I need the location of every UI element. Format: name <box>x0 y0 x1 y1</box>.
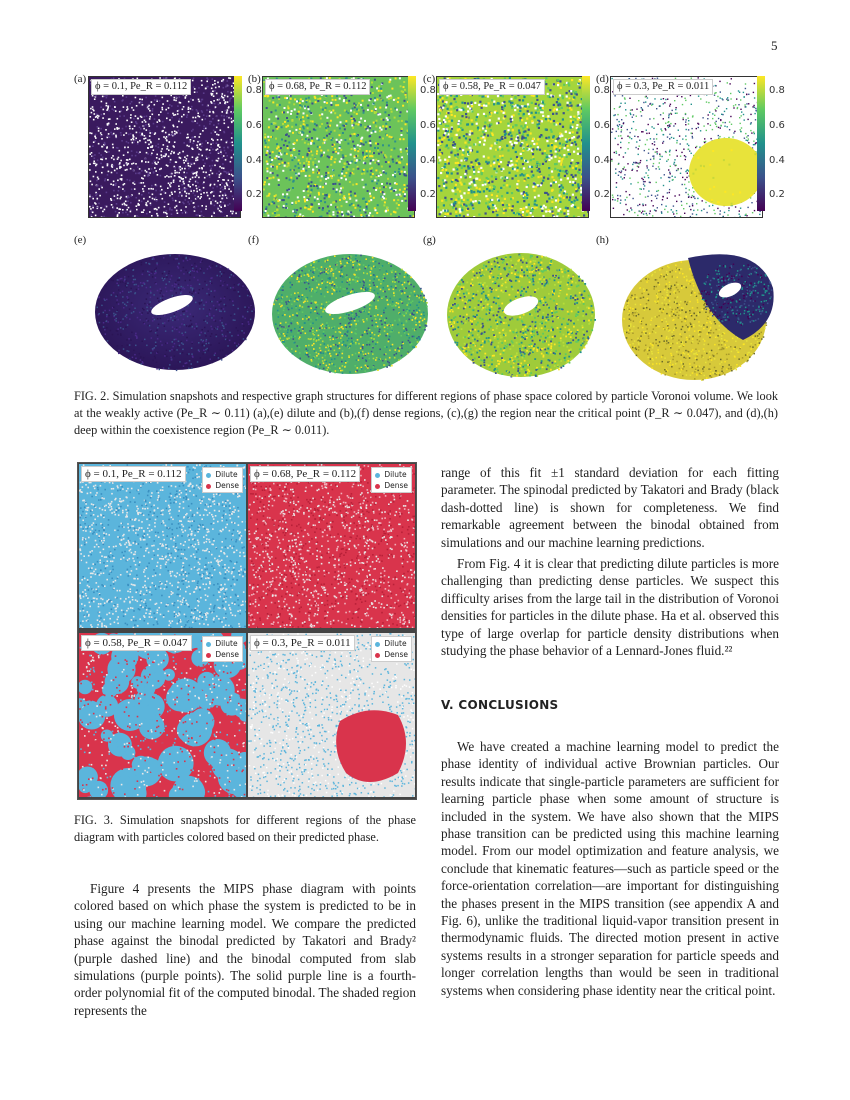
torus-graph-h <box>618 248 778 383</box>
right-column-top <box>441 464 779 659</box>
snapshot-d <box>610 76 763 218</box>
prediction-panel-3 <box>79 633 246 797</box>
torus-graph-g <box>443 248 598 383</box>
paragraph: We have created a machine learning model to predict the phase identity of individual active Brownian particles. Our results indicate that single-particle parameters are sufficient for learning particle phase when some amount of structure is included in the system. We have also shown that the MIPS phase transition can be predicted using this machine learning model. From our model optimization and feature analysis, we conclude that kinematic features—such as particle speed or the force-orientation correlation—are important for distinguishing the phases present in the MIPS transition (see appendix A and Fig. 6), unlike the traditional liquid-vapor transition present in thermodynamic fluids. The directed motion present in active systems results in a stronger separation for particle speeds and longer correlation lengths than would be seen in traditional systems when considering phase identity near the critical point. <box>441 739 779 998</box>
panel-params: ϕ = 0.1, Pe_R = 0.112 <box>81 466 186 482</box>
left-column-text <box>74 880 416 1019</box>
legend <box>371 636 412 662</box>
legend-dilute: Dilute <box>384 470 407 479</box>
colorbar-tick: 0.2 <box>594 189 610 200</box>
snapshot-b <box>262 76 415 218</box>
colorbar-tick: 0.4 <box>246 155 262 166</box>
colorbar <box>408 76 416 211</box>
figure-2-caption: FIG. 2. Simulation snapshots and respective graph structures for different regions of phase space colored by particle Voronoi volume. We look at the weakly active (Pe_R ∼ 0.11) (a),(e) dilute and (b),(f) dense regions, (c),(g) the region near the critical point (P_R ∼ 0.047), and (d),(h) deep within the coexistence region (Pe_R ∼ 0.011). <box>74 389 778 437</box>
colorbar-tick: 0.4 <box>769 155 785 166</box>
prediction-panel-2 <box>248 464 415 628</box>
panel-label-h: (h) <box>596 234 609 246</box>
colorbar-tick: 0.8 <box>769 85 785 96</box>
snapshot-params: ϕ = 0.1, Pe_R = 0.112 <box>91 79 191 95</box>
colorbar-tick: 0.2 <box>420 189 436 200</box>
legend <box>202 467 243 493</box>
legend-dilute: Dilute <box>384 639 407 648</box>
snapshot-c <box>436 76 589 218</box>
colorbar-tick: 0.4 <box>420 155 436 166</box>
prediction-panel-4 <box>248 633 415 797</box>
legend-dense: Dense <box>384 481 408 490</box>
paragraph: From Fig. 4 it is clear that predicting dilute particles is more challenging than predicting dense particles. We suspect this difficulty arises from the large tail in the distribution of Voronoi densities for particles in the dilute phase. Ha et al. observed this type of large overlap for particle density distributions when studying the phase behavior of a Lennard-Jones fluid.²² <box>441 556 779 659</box>
colorbar-tick: 0.2 <box>769 189 785 200</box>
colorbar-tick: 0.8 <box>246 85 262 96</box>
dilute-marker <box>375 473 380 478</box>
paragraph: range of this fit ±1 standard deviation for each fitting parameter. The spinodal predicted by Takatori and Brady (black dash-dotted line) is shown for completeness. We find remarkable agreement between the binodal obtained from simulations and our machine learning predictions. <box>441 465 779 550</box>
legend <box>371 467 412 493</box>
panel-label-c: (c) <box>423 73 436 85</box>
legend <box>202 636 243 662</box>
colorbar-tick: 0.6 <box>420 120 436 131</box>
dilute-marker <box>375 642 380 647</box>
snapshot-params: ϕ = 0.58, Pe_R = 0.047 <box>439 79 545 95</box>
colorbar <box>234 76 242 211</box>
panel-label-d: (d) <box>596 73 609 85</box>
panel-label-f: (f) <box>248 234 259 246</box>
panel-label-g: (g) <box>423 234 436 246</box>
colorbar-tick: 0.6 <box>594 120 610 131</box>
panel-params: ϕ = 0.68, Pe_R = 0.112 <box>250 466 360 482</box>
torus-graph-f <box>268 248 433 383</box>
colorbar <box>757 76 765 211</box>
dilute-marker <box>206 642 211 647</box>
legend-dilute: Dilute <box>215 639 238 648</box>
dense-marker <box>375 653 380 658</box>
snapshot-params: ϕ = 0.3, Pe_R = 0.011 <box>613 79 713 95</box>
dense-marker <box>206 484 211 489</box>
panel-label-e: (e) <box>74 234 87 246</box>
dilute-marker <box>206 473 211 478</box>
dense-marker <box>206 653 211 658</box>
colorbar-tick: 0.2 <box>246 189 262 200</box>
conclusion-text <box>441 738 779 999</box>
legend-dense: Dense <box>215 481 239 490</box>
colorbar-tick: 0.4 <box>594 155 610 166</box>
legend-dense: Dense <box>384 650 408 659</box>
colorbar-tick: 0.6 <box>246 120 262 131</box>
panel-params: ϕ = 0.3, Pe_R = 0.011 <box>250 635 355 651</box>
panel-label-b: (b) <box>248 73 261 85</box>
figure-3-caption: FIG. 3. Simulation snapshots for different regions of the phase diagram with particles colored based on their predicted phase. <box>74 813 416 844</box>
figure-3 <box>77 462 417 800</box>
panel-params: ϕ = 0.58, Pe_R = 0.047 <box>81 635 192 651</box>
colorbar-tick: 0.6 <box>769 120 785 131</box>
snapshot-a <box>88 76 241 218</box>
colorbar <box>582 76 590 211</box>
colorbar-tick: 0.8 <box>594 85 610 96</box>
torus-graph-e <box>90 250 260 375</box>
legend-dilute: Dilute <box>215 470 238 479</box>
page-number: 5 <box>771 38 778 53</box>
colorbar-tick: 0.8 <box>420 85 436 96</box>
panel-label-a: (a) <box>74 73 87 85</box>
legend-dense: Dense <box>215 650 239 659</box>
section-heading: V. CONCLUSIONS <box>441 698 559 712</box>
snapshot-params: ϕ = 0.68, Pe_R = 0.112 <box>265 79 370 95</box>
paragraph: Figure 4 presents the MIPS phase diagram with points colored based on which phase the system is predicted to be in using our machine learning model. We compare the predicted phase against the binodal predicted by Takatori and Brady² (purple dashed line) and the binodal computed from slab simulations (purple points). The solid purple line is a fourth-order polynomial fit of the computed binodal. The shaded region represents the <box>74 881 416 1018</box>
dense-marker <box>375 484 380 489</box>
prediction-panel-1 <box>79 464 246 628</box>
